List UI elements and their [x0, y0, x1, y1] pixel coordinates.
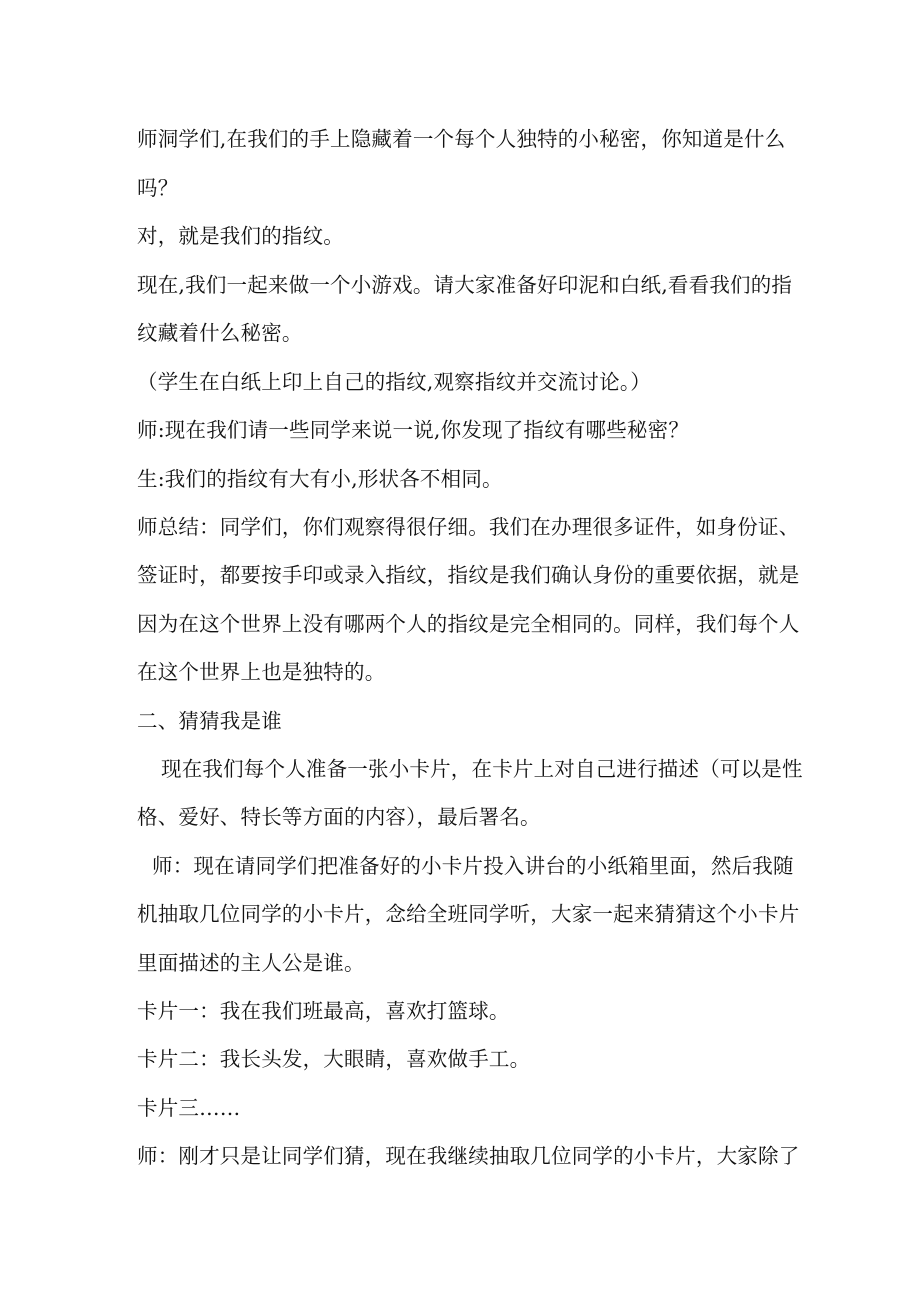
paragraph-line: 现在我们每个人准备一张小卡片，在卡片上对自己进行描述（可以是性 [161, 757, 803, 781]
paragraph-line: 师：现在请同学们把准备好的小卡片投入讲台的小纸箱里面，然后我随 [152, 854, 794, 878]
paragraph-line: 因为在这个世界上没有哪两个人的指纹是完全相同的。同样，我们每个人 [137, 612, 800, 636]
paragraph-line: 师总结：同学们，你们观察得很仔细。我们在办理很多证件，如身份证、 [137, 515, 800, 539]
paragraph-line: 对，就是我们的指纹。 [137, 224, 344, 248]
paragraph-line: 机抽取几位同学的小卡片，念给全班同学听，大家一起来猜猜这个小卡片 [137, 902, 800, 926]
paragraph-line: 卡片二：我长头发，大眼睛，喜欢做手工。 [137, 1047, 531, 1071]
paragraph-line: 签证时，都要按手印或录入指纹，指纹是我们确认身份的重要依据，就是 [137, 563, 800, 587]
paragraph-line: 师洞学们,在我们的手上隐藏着一个每个人独特的小秘密，你知道是什么 [137, 127, 786, 151]
paragraph-line: 里面描述的主人公是谁。 [137, 951, 365, 975]
paragraph-line: 格、爱好、特长等方面的内容），最后署名。 [137, 805, 541, 829]
paragraph-line: 纹藏着什么秘密。 [137, 321, 303, 345]
paragraph-line: （学生在白纸上印上自己的指纹,观察指纹并交流讨论。） [137, 370, 651, 394]
paragraph-line: 师：刚才只是让同学们猜，现在我继续抽取几位同学的小卡片，大家除了 [137, 1144, 800, 1168]
paragraph-line: 生:我们的指纹有大有小,形状各不相同。 [137, 467, 503, 491]
paragraph-line: 现在,我们一起来做一个小游戏。请大家准备好印泥和白纸,看看我们的指 [137, 273, 793, 297]
paragraph-line: 卡片三…… [137, 1096, 241, 1120]
paragraph-line: 卡片一：我在我们班最高，喜欢打篮球。 [137, 999, 510, 1023]
paragraph-line: 师:现在我们请一些同学来说一说,你发现了指纹有哪些秘密？ [137, 418, 690, 442]
section-heading: 二、猜猜我是谁 [137, 709, 282, 733]
paragraph-line: 吗？ [137, 176, 179, 200]
paragraph-line: 在这个世界上也是独特的。 [137, 660, 386, 684]
